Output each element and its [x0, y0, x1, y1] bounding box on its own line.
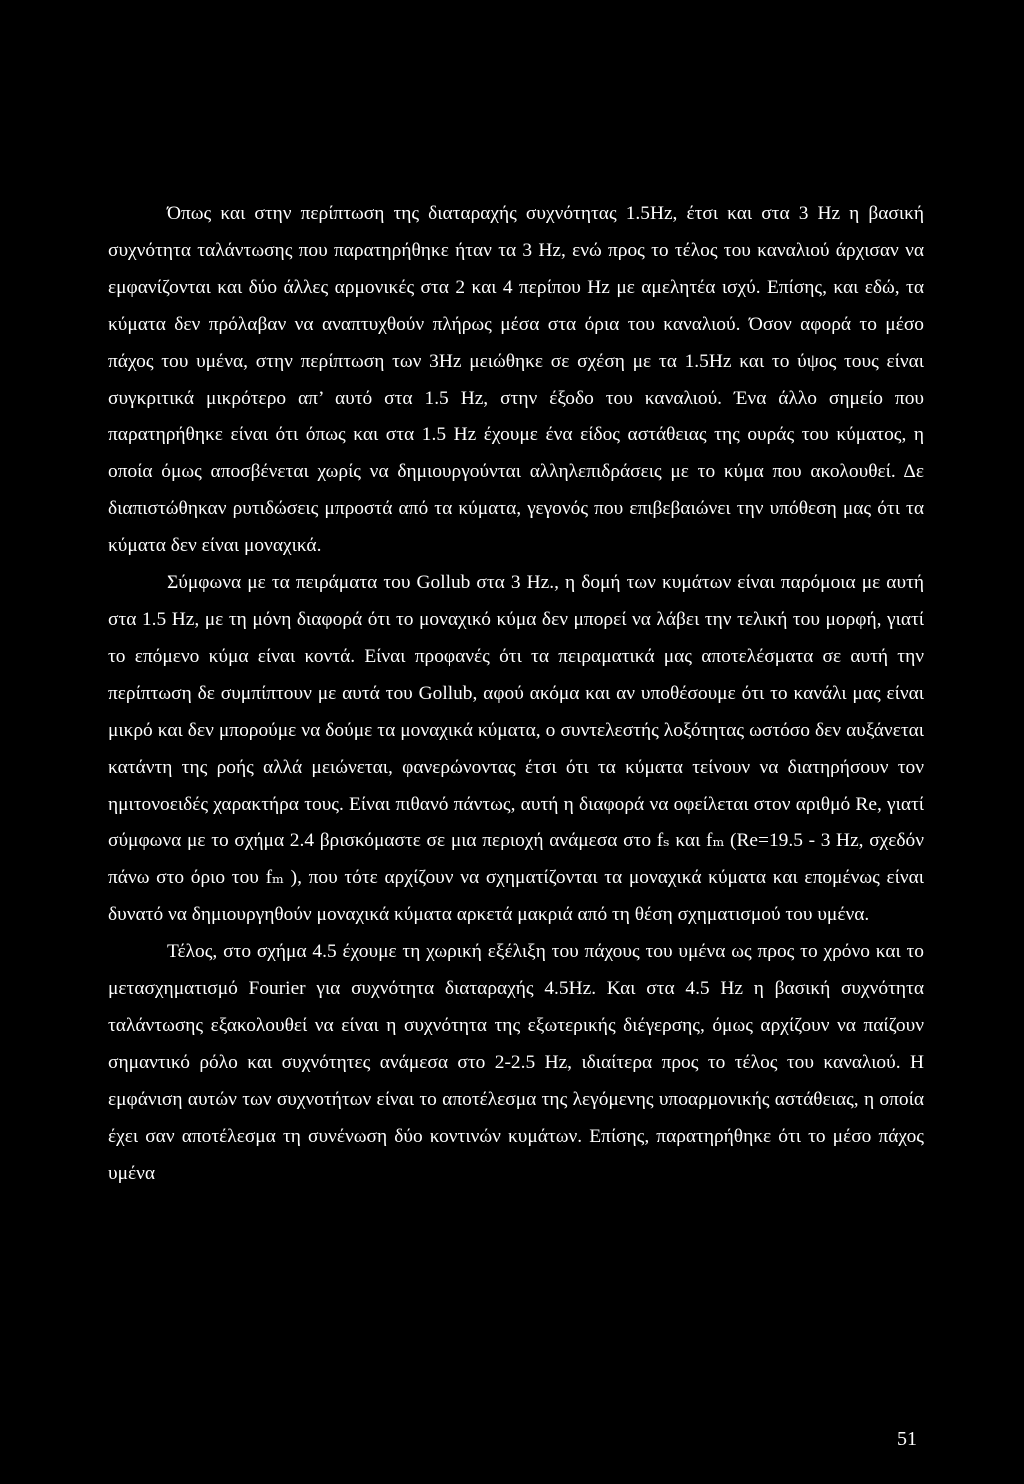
body-text	[108, 196, 924, 1192]
paragraph-3: Τέλος, στο σχήμα 4.5 έχουμε τη χωρική εξέλιξη του πάχους του υμένα ως προς το χρόνο και το μετασχηματισμό Fourier για συχνότητα διαταραχής 4.5Hz. Και στα 4.5 Hz η βασική συχνότητα ταλάντωσης εξακολουθεί να είναι η συχνότητα της εξωτερικής διέγερσης, όμως αρχίζουν να παίζουν σημαντικό ρόλο και συχνότητες ανάμεσα στο 2-2.5 Hz, ιδιαίτερα προς το τέλος του καναλιού. Η εμφάνιση αυτών των συχνοτήτων είναι το αποτέλεσμα της λεγόμενης υποαρμονικής αστάθειας, η οποία έχει σαν αποτέλεσμα τη συνένωση δύο κοντινών κυμάτων. Επίσης, παρατηρήθηκε ότι το μέσο πάχος υμένα	[108, 941, 924, 1184]
paragraph-1: Όπως και στην περίπτωση της διαταραχής συχνότητας 1.5Hz, έτσι και στα 3 Hz η βασική συχνότητα ταλάντωσης που παρατηρήθηκε ήταν τα 3 Hz, ενώ προς το τέλος του καναλιού άρχισαν να εμφανίζονται και δύο άλλες αρμονικές στα 2 και 4 περίπου Hz με αμελητέα ισχύ. Επίσης, και εδώ, τα κύματα δεν πρόλαβαν να αναπτυχθούν πλήρως μέσα στα όρια του καναλιού. Όσον αφορά το μέσο πάχος του υμένα, στην περίπτωση των 3Hz μειώθηκε σε σχέση με τα 1.5Hz και το ύψος τους είναι συγκριτικά μικρότερο απ’ αυτό στα 1.5 Hz, στην έξοδο του καναλιού. Ένα άλλο σημείο που παρατηρήθηκε είναι ότι όπως και στα 1.5 Hz έχουμε ένα είδος αστάθειας της ουράς του κύματος, η οποία όμως αποσβένεται χωρίς να δημιουργούνται αλληλεπιδράσεις με το κύμα που ακολουθεί. Δε διαπιστώθηκαν ρυτιδώσεις μπροστά από τα κύματα, γεγονός που επιβεβαιώνει την υπόθεση μας ότι τα κύματα δεν είναι μοναχικά.	[108, 203, 924, 557]
page-number: 51	[897, 1428, 917, 1450]
paragraph-2: Σύμφωνα με τα πειράματα του Gollub στα 3 Hz., η δομή των κυμάτων είναι παρόμοια με αυτή στα 1.5 Hz, με τη μόνη διαφορά ότι το μοναχικό κύμα δεν μπορεί να λάβει την τελική του μορφή, γιατί το επόμενο κύμα είναι κοντά. Είναι προφανές ότι τα πειραματικά μας αποτελέσματα σε αυτή την περίπτωση δε συμπίπτουν με αυτά του Gollub, αφού ακόμα και αν υποθέσουμε ότι το κανάλι μας είναι μικρό και δεν μπορούμε να δούμε τα μοναχικά κύματα, ο συντελεστής λοξότητας ωστόσο δεν αυξάνεται κατάντη της ροής αλλά μειώνεται, φανερώνοντας έτσι ότι τα κύματα τείνουν να διατηρήσουν τον ημιτονοειδές χαρακτήρα τους. Είναι πιθανό πάντως, αυτή η διαφορά να οφείλεται στον αριθμό Re, γιατί σύμφωνα με το σχήμα 2.4 βρισκόμαστε σε μια περιοχή ανάμεσα στο fₛ και fₘ (Re=19.5 - 3 Hz, σχεδόν πάνω στο όριο του fₘ ), που τότε αρχίζουν να σχηματίζονται τα μοναχικά κύματα και επομένως είναι δυνατό να δημιουργηθούν μοναχικά κύματα αρκετά μακριά από τη θέση σχηματισμού του υμένα.	[108, 572, 924, 926]
